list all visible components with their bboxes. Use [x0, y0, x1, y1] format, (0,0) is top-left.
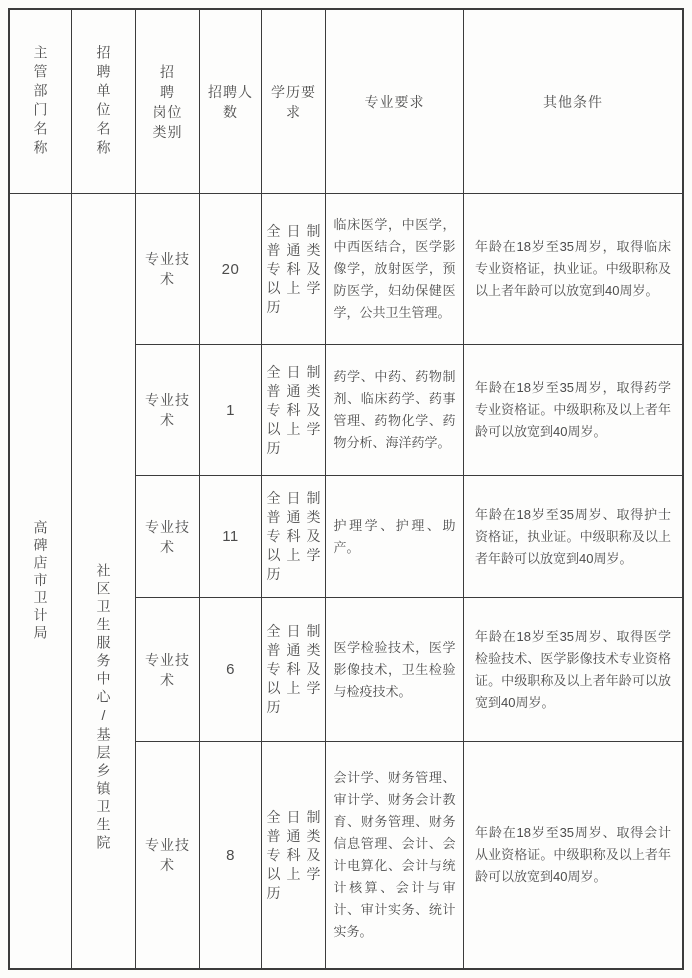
row-category-cell: [136, 476, 200, 598]
row-major: 药学、中药、药物制剂、临床药学、药事管理、药物化学、药物分析、海洋药学。: [333, 369, 456, 450]
row-education-cell: [262, 742, 326, 968]
header-category-line: 聘: [160, 83, 175, 100]
row-count-cell: [200, 598, 262, 742]
row-major: 临床医学，中医学，中西医结合，医学影像学，放射医学，预防医学，妇幼保健医学，公共卫生管理。: [333, 217, 456, 320]
header-category-cell: [136, 10, 200, 194]
header-education-line: 求: [286, 103, 301, 120]
row-category-cell: [136, 742, 200, 968]
row-major-cell: [326, 194, 464, 345]
row-education: 全日制普通类专科及以上学历: [266, 363, 321, 456]
unit-name: 社区卫生服务中心/基层乡镇卫生院: [95, 563, 112, 853]
row-major-cell: [326, 345, 464, 476]
row-count-cell: [200, 742, 262, 968]
row-category-cell: [136, 194, 200, 345]
header-education-line: 学历要: [271, 83, 316, 100]
row-category-cell: [136, 345, 200, 476]
row-category: 专业技术: [145, 518, 190, 555]
header-unit-cell: [72, 10, 136, 194]
row-other-cell: [464, 194, 682, 345]
header-category-line: 类别: [152, 123, 183, 140]
row-other-cell: [464, 476, 682, 598]
row-major: 护理学、护理、助产。: [333, 517, 456, 555]
row-other: 年龄在18岁至35周岁、取得会计从业资格证。中级职称及以上者年龄可以放宽到40周岁。: [475, 825, 671, 884]
header-category-label: [153, 62, 183, 142]
row-category-cell: [136, 598, 200, 742]
header-count-label: [208, 82, 253, 122]
row-other: 年龄在18岁至35周岁、取得医学检验技术、医学影像技术专业资格证。中级职称及以上者年龄可以放宽到40周岁。: [475, 628, 671, 710]
row-other-cell: [464, 345, 682, 476]
row-education-cell: [262, 345, 326, 476]
header-unit-label: 招聘单位名称: [95, 44, 112, 159]
header-count-cell: [200, 10, 262, 194]
recruitment-table: [8, 8, 684, 970]
row-category: 专业技术: [145, 837, 190, 873]
row-category: 专业技术: [145, 251, 190, 287]
row-education: 全日制普通类专科及以上学历: [266, 222, 321, 315]
row-education: 全日制普通类专科及以上学历: [266, 808, 321, 901]
row-count-cell: [200, 194, 262, 345]
row-count: 1: [226, 401, 235, 419]
unit-cell: [72, 194, 136, 968]
header-other-cell: [464, 10, 682, 194]
row-count: 6: [226, 661, 235, 678]
header-category-line: 岗位: [152, 103, 183, 120]
row-other: 年龄在18岁至35周岁、取得护士资格证，执业证。中级职称及以上者年龄可以放宽到40周岁。: [475, 506, 671, 566]
row-other-cell: [464, 598, 682, 742]
row-count-cell: [200, 476, 262, 598]
row-education: 全日制普通类专科及以上学历: [266, 490, 321, 582]
row-education: 全日制普通类专科及以上学历: [266, 623, 321, 715]
row-count-cell: [200, 345, 262, 476]
row-count: 20: [221, 260, 240, 278]
row-education-cell: [262, 598, 326, 742]
header-count-line: 数: [223, 103, 238, 120]
header-dept-cell: [10, 10, 72, 194]
row-major-cell: [326, 476, 464, 598]
row-count: 11: [222, 528, 239, 545]
header-other-label: 其他条件: [543, 93, 603, 110]
row-other-cell: [464, 742, 682, 968]
row-category: 专业技术: [145, 392, 190, 428]
header-dept-label: 主管部门名称: [32, 44, 49, 159]
header-count-line: 招聘人: [208, 83, 253, 100]
dept-name: 高碑店市卫计局: [32, 519, 49, 643]
header-major-cell: [326, 10, 464, 194]
header-category-line: 招: [160, 63, 175, 80]
row-count: 8: [226, 846, 235, 864]
row-other: 年龄在18岁至35周岁，取得临床专业资格证，执业证。中级职称及以上者年龄可以放宽到40周岁。: [475, 239, 671, 298]
header-education-label: [271, 82, 316, 122]
row-other: 年龄在18岁至35周岁，取得药学专业资格证。中级职称及以上者年龄可以放宽到40周岁。: [475, 380, 671, 439]
row-education-cell: [262, 194, 326, 345]
row-education-cell: [262, 476, 326, 598]
row-major-cell: [326, 598, 464, 742]
row-major-cell: [326, 742, 464, 968]
row-category: 专业技术: [145, 651, 190, 688]
row-major: 会计学、财务管理、审计学、财务会计教育、财务管理、财务信息管理、会计、会计电算化、会计与统计核算、会计与审计、审计实务、统计实务。: [333, 770, 456, 939]
row-major: 医学检验技术，医学影像技术，卫生检验与检疫技术。: [333, 639, 456, 699]
dept-cell: [10, 194, 72, 968]
header-major-label: 专业要求: [364, 93, 425, 110]
header-education-cell: [262, 10, 326, 194]
